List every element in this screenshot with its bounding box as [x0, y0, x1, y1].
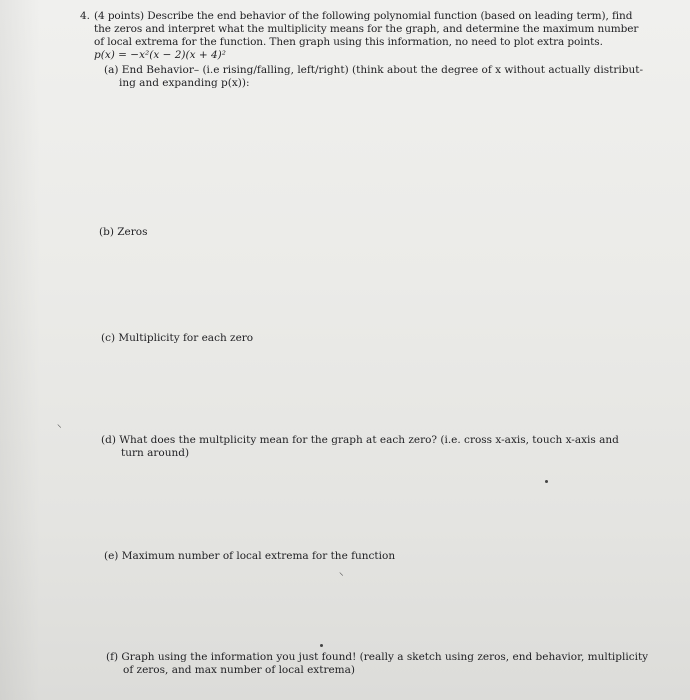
part-f-prompt-line-2: of zeros, and max number of local extrema) [123, 664, 355, 676]
pen-mark: ⸜ [57, 420, 62, 430]
part-d-prompt-line-1: (d) What does the multplicity mean for the graph at each zero? (i.e. cross x-axis, touch x-axis and [101, 434, 619, 446]
stray-dot [545, 480, 548, 483]
stray-dot [320, 644, 323, 647]
part-b-prompt: (b) Zeros [99, 226, 148, 238]
part-e-prompt: (e) Maximum number of local extrema for the function [104, 550, 396, 562]
part-d-prompt-line-2: turn around) [121, 447, 190, 459]
part-a-prompt-line-1: (a) End Behavior– (i.e rising/falling, left/right) (think about the degree of x without actually distribut- [104, 64, 644, 76]
question-text-line-3: of local extrema for the function. Then graph using this information, no need to plot extra points. [94, 36, 603, 48]
page-shadow [0, 0, 40, 700]
question-text-line-1: (4 points) Describe the end behavior of the following polynomial function (based on leading term), find [94, 10, 633, 22]
part-a-prompt-line-2: ing and expanding p(x)): [119, 77, 250, 89]
part-f-prompt-line-1: (f) Graph using the information you just found! (really a sketch using zeros, end behavior, multiplicity [106, 651, 649, 663]
pen-mark: ⸜ [339, 568, 344, 578]
question-number: 4. [80, 10, 91, 22]
polynomial-formula: p(x) = −x²(x − 2)(x + 4)² [94, 49, 226, 61]
question-text-line-2: the zeros and interpret what the multiplicity means for the graph, and determine the maximum number [94, 23, 639, 35]
part-c-prompt: (c) Multiplicity for each zero [101, 332, 254, 344]
